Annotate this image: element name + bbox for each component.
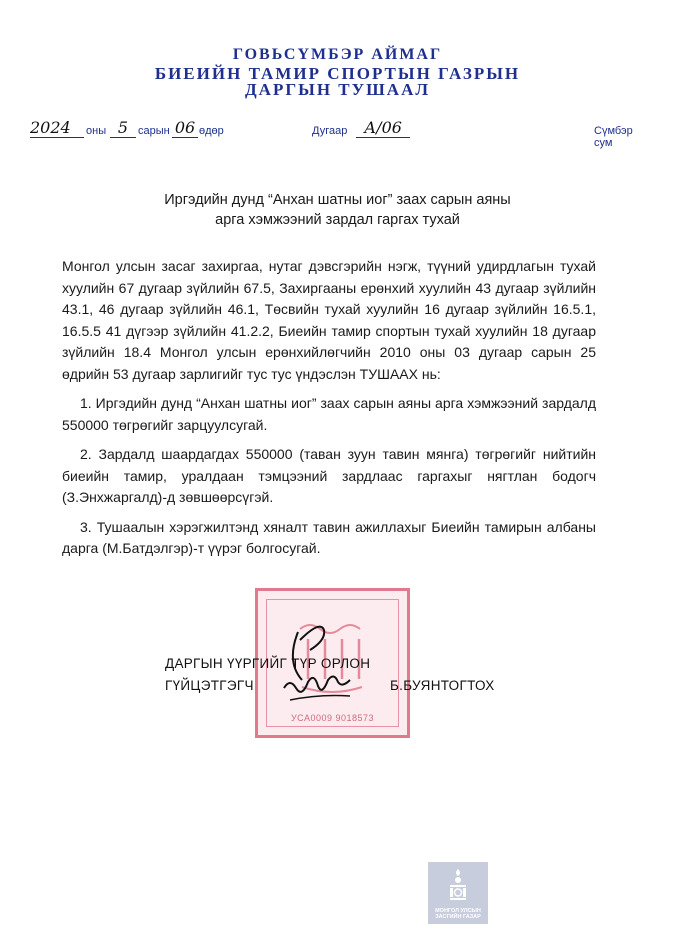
date-row <box>28 118 648 149</box>
stamp-number: УСА0009 9018573 <box>290 713 375 723</box>
org-header-line2: БИЕИЙН ТАМИР СПОРТЫН ГАЗРЫН <box>154 64 521 83</box>
date-month: 5 <box>110 118 136 138</box>
preamble-paragraph: Монгол улсын засаг захиргаа, нутаг дэвсгэрийн нэгж, түүний удирдлагын тухай хуулийн 67 дугаар зүйлийн 67.5, Захиргааны ерөнхий хуулийн 43 дугаар зүйлийн 43.1, 46 дугаар зүйлийн 46.1, Төсвийн тухай хуулийн 16 дугаар зүйлийн 16.5.1, 16.5.5 41 дүгээр зүйлийн 41.2.2, Биеийн тамир спортын тухай хуулийн 18 дугаар зүйлийн 18.4 Монгол улсын ерөнхийлөгчийн 2010 оны 03 дугаар сарын 25 өдрийн 53 дугаар зарлигийг тус тус үндэслэн ТУШААХ нь: <box>62 258 596 382</box>
number-value: А/06 <box>356 118 410 138</box>
title-line1: Иргэдийн дунд “Анхан шатны иог” заах сарын аяны <box>164 192 511 208</box>
title-line2: арга хэмжээний зардал гаргах тухай <box>215 212 460 228</box>
signatory-name: Б.БУЯНТОГТОХ <box>390 678 495 693</box>
date-year-suffix: оны <box>86 125 107 137</box>
soyombo-icon <box>448 868 468 902</box>
order-item-2: 2. Зардалд шаардагдах 550000 (таван зуун тавин мянга) төгрөгийг нийтийн биеийн тамир, уралдаан тэмцээний зардлаас гаргахыг нягтлан бодогч (З.Энхжаргалд)-д зөвшөөрсүгэй. <box>62 446 596 505</box>
date-year: 2024 <box>30 118 84 138</box>
signatory-role-line1: ДАРГЫН ҮҮРГИЙГ ТҮР ОРЛОН <box>165 656 371 671</box>
org-header-line3: ДАРГЫН ТУШААЛ <box>244 80 431 99</box>
logo-caption-line2: ЗАСГИЙН ГАЗАР <box>435 914 481 920</box>
logo-caption-line1: МОНГОЛ УЛСЫН <box>435 908 481 914</box>
date-month-suffix: сарын <box>138 125 170 137</box>
date-day: 06 <box>172 118 198 138</box>
location: Сүмбэр сум <box>594 125 633 149</box>
document-title <box>0 190 675 230</box>
org-header-line1: ГОВЬСҮМБЭР АЙМАГ <box>232 46 443 63</box>
date-day-suffix: өдөр <box>199 125 224 137</box>
signatory-role-line2: ГҮЙЦЭТГЭГЧ <box>165 678 254 693</box>
logo-caption <box>428 908 488 920</box>
handwritten-signature-icon <box>270 610 370 710</box>
order-item-1: 1. Иргэдийн дунд “Анхан шатны иог” заах сарын аяны арга хэмжээний зардалд 550000 төгрөгийг зарцуулсугай. <box>62 395 596 433</box>
number-label: Дугаар <box>312 125 348 137</box>
document-body <box>62 256 596 560</box>
order-item-3: 3. Тушаалын хэрэгжилтэнд хяналт тавин ажиллахыг Биеийн тамирын албаны дарга (М.Батдэлгэр)-т үүрэг болгосугай. <box>62 518 596 556</box>
government-logo <box>428 862 488 924</box>
